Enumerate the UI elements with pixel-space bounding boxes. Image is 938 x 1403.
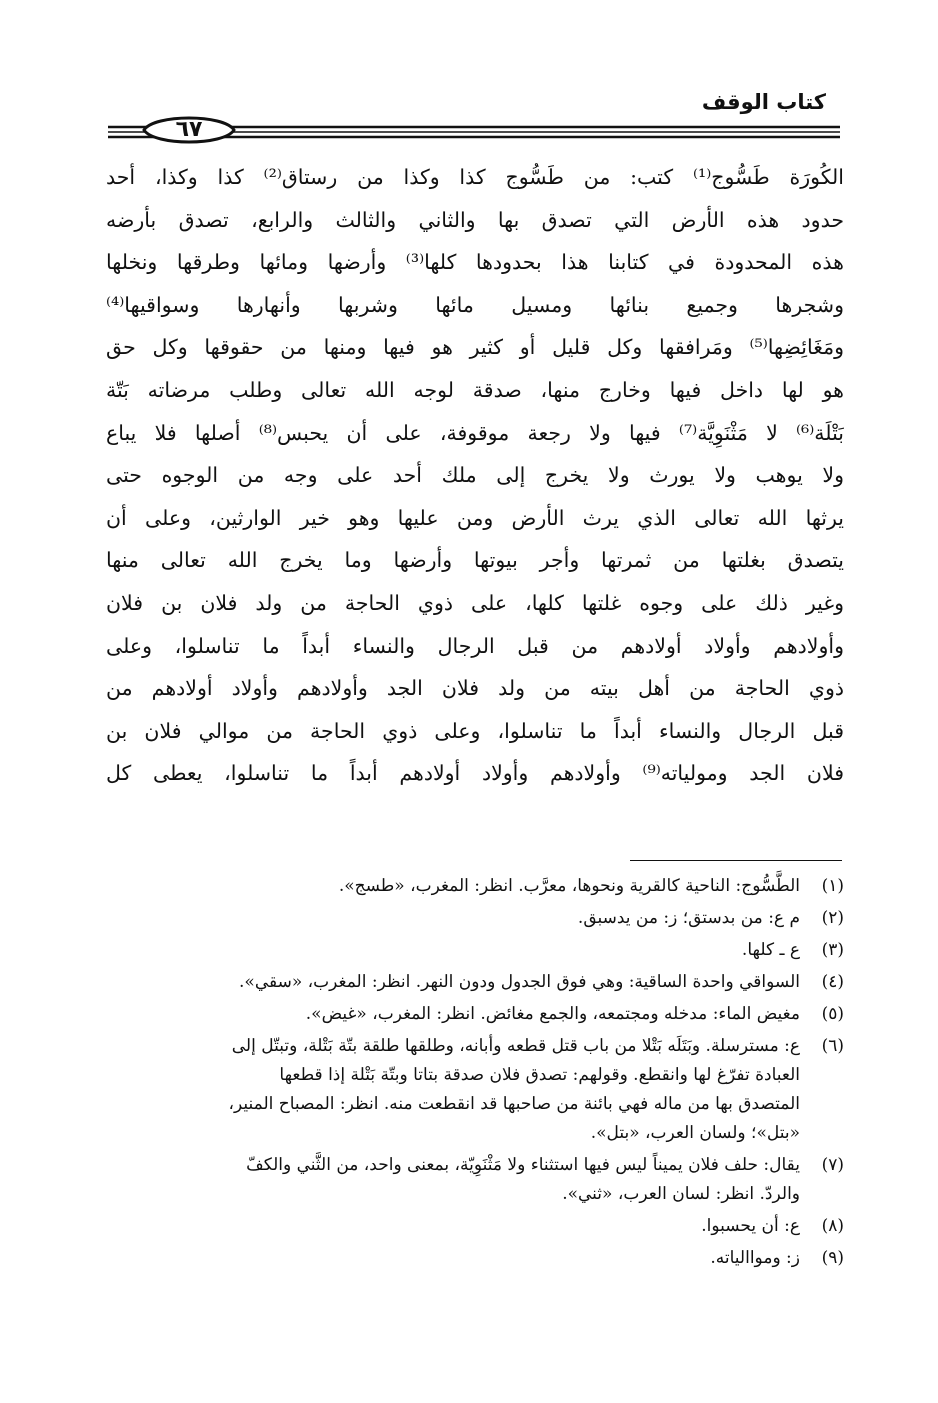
footnote-number: (١) [821,876,844,896]
footnote-line: السواقي واحدة الساقية: وهي فوق الجدول ودون النهر. انظر: المغرب، «سقي». [239,972,800,992]
text-line: يرثها الله تعالى الذي يرث الأرض ومن عليها وهو خير الوارثين، وعلى أن [106,505,844,530]
page-number: ٦٧ [175,117,203,142]
text-line: بَتْلَة⁽⁶⁾ لا مَثْنَوِيَّة⁽⁷⁾ فيها ولا رجعة موقوفة، على أن يحبس⁽⁸⁾ أصلها فلا يباع [106,420,844,445]
footnote [106,1000,844,1029]
footnote-line: ع: أن يحسبوا. [701,1216,800,1236]
footnote-number: (٨) [821,1216,844,1236]
footnote-text [106,936,800,965]
footnote-number: (٤) [821,972,844,992]
footnote-separator [630,860,842,861]
text-line: حدود هذه الأرض التي تصدق بها والثاني والثالث والرابع، تصدق بأرضه [106,207,844,232]
footnote-number: (٩) [821,1248,844,1268]
footnote-text [106,1244,800,1273]
footnote-line: ع: مسترسلة. وبَتَلَه بَتْلا من باب قتل قطعه وأبانه، وطلقها طلقة بتّة بَتْلة، وتبتّل إلى [231,1036,800,1056]
text-line: الكُورَة طَسُّوج⁽¹⁾ كتب: من طَسُّوج كذا وكذا من رستاق⁽²⁾ كذا وكذا، أحد [106,165,844,189]
text-line: هو لها داخل فيها وخارج منها، صدقة لوجه الله تعالى وطلب مرضاته بَتّة [106,377,844,402]
footnote-text [106,872,800,901]
footnote [106,968,844,997]
footnote [106,1151,844,1209]
text-line: قبل الرجال والنساء أبداً ما تناسلوا، وعلى ذوي الحاجة من موالي فلان بن [106,718,844,743]
footnote-line: الطَّسُّوج: الناحية كالقرية ونحوها، معرَّب. انظر: المغرب، «طسج». [338,876,800,896]
text-line: وشجرها وجميع بنائها ومسيل مائها وشربها وأنهارها وسواقيها⁽⁴⁾ [106,292,844,317]
text-line: وأولادهم وأولاد أولادهم من قبل الرجال والنساء أبداً ما تناسلوا، وعلى [106,633,844,658]
text-line: وغير ذلك على وجوه غلتها كلها، على ذوي الحاجة من ولد فلان بن فلان [106,590,844,615]
main-text [106,156,844,795]
footnote [106,1244,844,1273]
footnote-text [106,968,800,997]
text-line: ولا يوهب ولا يورث ولا يخرج إلى ملك أحد على وجه من الوجوه حتى [106,463,844,488]
text-line: يتصدق بغلتها من ثمرتها وأجر بيوتها وأرضها وما يخرج الله تعالى منها [106,548,844,573]
footnote-number: (٣) [821,940,844,960]
footnote [106,1032,844,1148]
text-line: ذوي الحاجة من أهل بيته من ولد فلان الجد وأولادهم وأولاد أولادهم من [106,676,844,701]
text-line: فلان الجد ومولياته⁽⁹⁾ وأولادهم وأولاد أولادهم أبداً ما تناسلوا، يعطى كل [106,761,844,786]
footnote [106,1212,844,1241]
footnote-line: ع ـ كلها. [741,940,800,960]
footnote-line: والردّ. انظر: لسان العرب، «ثني». [562,1184,800,1204]
footnote-number: (٦) [821,1036,844,1056]
footnote-line: المتصدق بها من ماله فهي بائنة من صاحبها قد انقطعت منه. انظر: المصباح المنير، [228,1094,800,1114]
footnote-line: «بتل»؛ ولسان العرب، «بتل». [590,1123,800,1143]
footnote-line: م ع: من بدستق؛ ز: من يدسبق. [577,908,800,928]
footnote [106,904,844,933]
text-line: هذه المحدودة في كتابنا هذا بحدودها كلها⁽³⁾ وأرضها ومائها وطرقها ونخلها [106,250,844,275]
footnote-text [106,1212,800,1241]
footnotes-list [106,872,844,1276]
text-line: ومَغَائِضِها⁽⁵⁾ ومَرافقها وكل قليل أو كثير هو فيها ومنها من حقوقها وكل حق [106,335,844,360]
footnote-line: يقال: حلف فلان يميناً ليس فيها استثناء ولا مَثْنَوِيّة، بمعنى واحد، من الثَّني والكفّ [246,1155,800,1175]
footnote [106,936,844,965]
footnote-text [106,1032,800,1148]
footnote-text [106,904,800,933]
footnote-number: (٥) [821,1004,844,1024]
footnote [106,872,844,901]
footnote-text [106,1151,800,1209]
footnote-number: (٢) [821,908,844,928]
footnote-text [106,1000,800,1029]
footnote-number: (٧) [821,1155,844,1175]
footnote-line: مغيض الماء: مدخله ومجتمعه، والجمع مغائض. انظر: المغرب، «غيض». [305,1004,800,1024]
footnote-line: ز: ومواالياته. [710,1248,800,1268]
running-header-title: كتاب الوقف [701,90,826,114]
footnote-line: العبادة تفرّغ لها وانقطع. وقولهم: تصدق فلان صدقة بتاتا وبتّة بَتْلة إذا قطعها [279,1065,800,1085]
